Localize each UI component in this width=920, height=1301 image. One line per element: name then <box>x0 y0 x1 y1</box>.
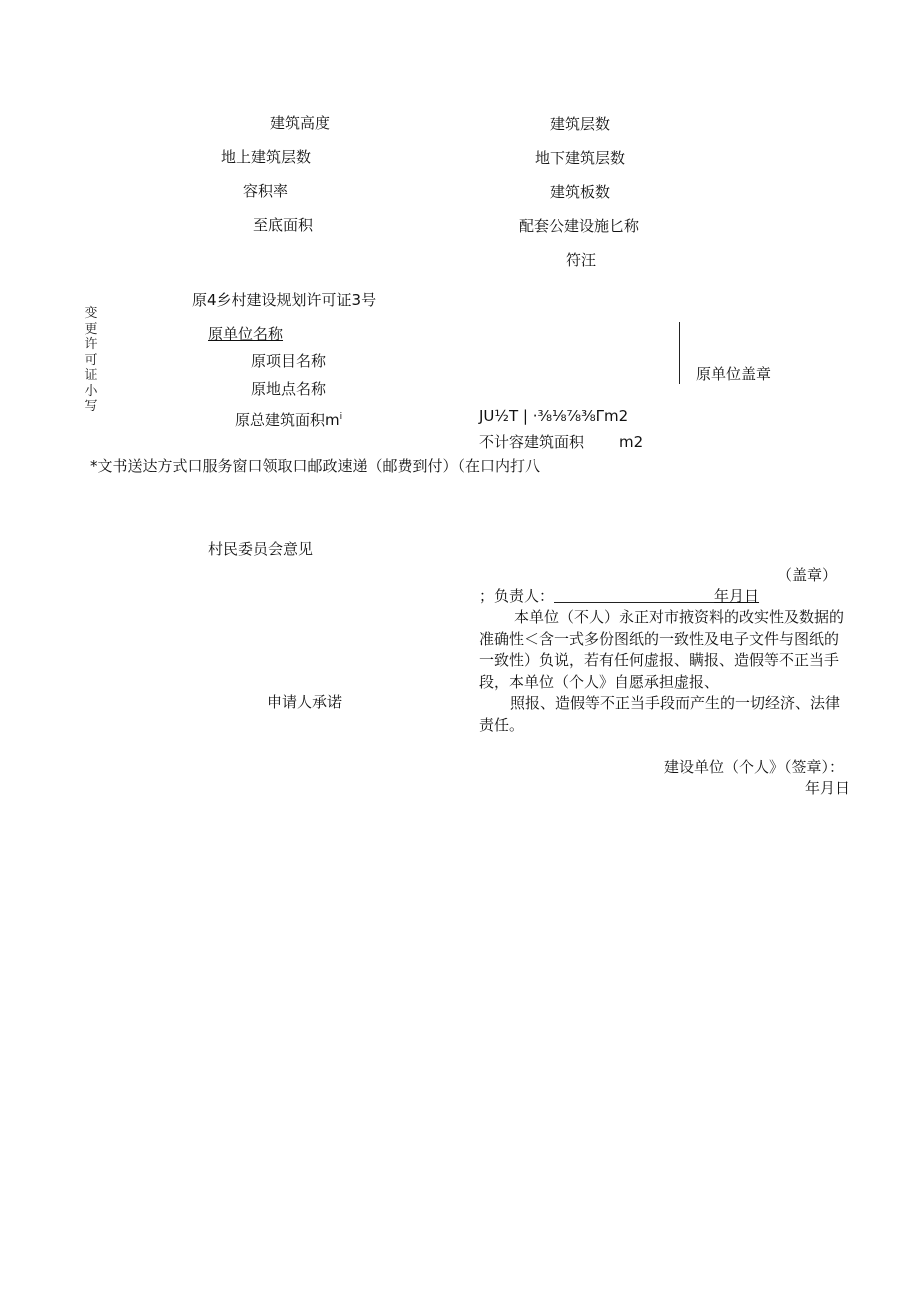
original-total-area-text: 原总建筑面积m <box>235 411 340 429</box>
original-unit-stamp-label: 原单位盖章 <box>696 365 772 383</box>
commitment-paragraph <box>479 607 851 736</box>
commitment-line: 一致性）负说，若有任何虚报、瞒报、造假等不正当手 <box>479 651 840 669</box>
building-slabs-label: 建筑板数 <box>550 183 611 201</box>
original-unit-label: 原单位名称 <box>208 325 284 343</box>
plot-ratio-label: 容积率 <box>243 182 289 200</box>
responsible-person-fill-line <box>554 588 714 603</box>
vertical-char: 小 <box>84 383 98 399</box>
original-permit-label: 原4乡村建设规划许可证3号 <box>192 291 377 309</box>
excluded-area-unit: m2 <box>619 433 644 451</box>
signature-label: 建设单位（个人》（签章）： <box>663 758 844 776</box>
commitment-line: 照报、造假等不正当手段而产生的一切经济、法律 <box>510 694 841 712</box>
change-section-vertical-label <box>82 306 100 415</box>
responsible-person-line <box>479 586 759 606</box>
excluded-area-label: 不计容建筑面积 <box>479 433 585 451</box>
above-ground-floors-label: 地上建筑层数 <box>221 148 312 166</box>
original-total-area-sup: i <box>339 412 343 422</box>
responsible-date: 年月日 <box>714 587 760 605</box>
village-committee-opinion-label: 村民委员会意见 <box>208 540 314 558</box>
commitment-line: 本单位（不人）永正对市掖资料的改实性及数据的 <box>514 608 845 626</box>
divider-line <box>679 322 680 384</box>
original-project-label: 原项目名称 <box>251 352 327 370</box>
stamp-note: （盖章） <box>777 566 838 584</box>
original-location-label: 原地点名称 <box>251 380 327 398</box>
building-height-label: 建筑高度 <box>270 114 331 132</box>
vertical-char: 更 <box>84 321 98 337</box>
commitment-line: 准确性＜含一式多份图纸的一致性及电子文件与图纸的 <box>479 629 840 648</box>
commitment-line: 责任。 <box>479 715 525 734</box>
below-ground-floors-label: 地下建筑层数 <box>535 149 626 167</box>
vertical-char: 写 <box>84 399 98 414</box>
building-floors-label: 建筑层数 <box>550 115 611 133</box>
commitment-line: 段，本单位（个人》自愿承担虚报、 <box>479 672 720 691</box>
misc-label: 符汪 <box>566 251 597 269</box>
original-total-area-label <box>235 407 342 430</box>
vertical-char: 证 <box>84 368 98 383</box>
vertical-char: 可 <box>84 352 98 368</box>
signature-date: 年月日 <box>804 779 850 797</box>
delivery-method-text: *文书送达方式口服务窗口领取口邮政速递（邮费到付）（在口内打八 <box>90 457 541 475</box>
vertical-char: 变 <box>84 306 98 321</box>
facilities-label: 配套公建设施匕称 <box>519 217 640 235</box>
garbled-area-value: JU½T | ·⅜⅛⅞⅜Γm2 <box>479 407 629 425</box>
vertical-char: 许 <box>84 337 98 352</box>
applicant-commitment-label: 申请人承诺 <box>267 693 343 711</box>
responsible-person-label: ；负责人： <box>479 587 555 605</box>
base-area-label: 至底面积 <box>253 216 314 234</box>
